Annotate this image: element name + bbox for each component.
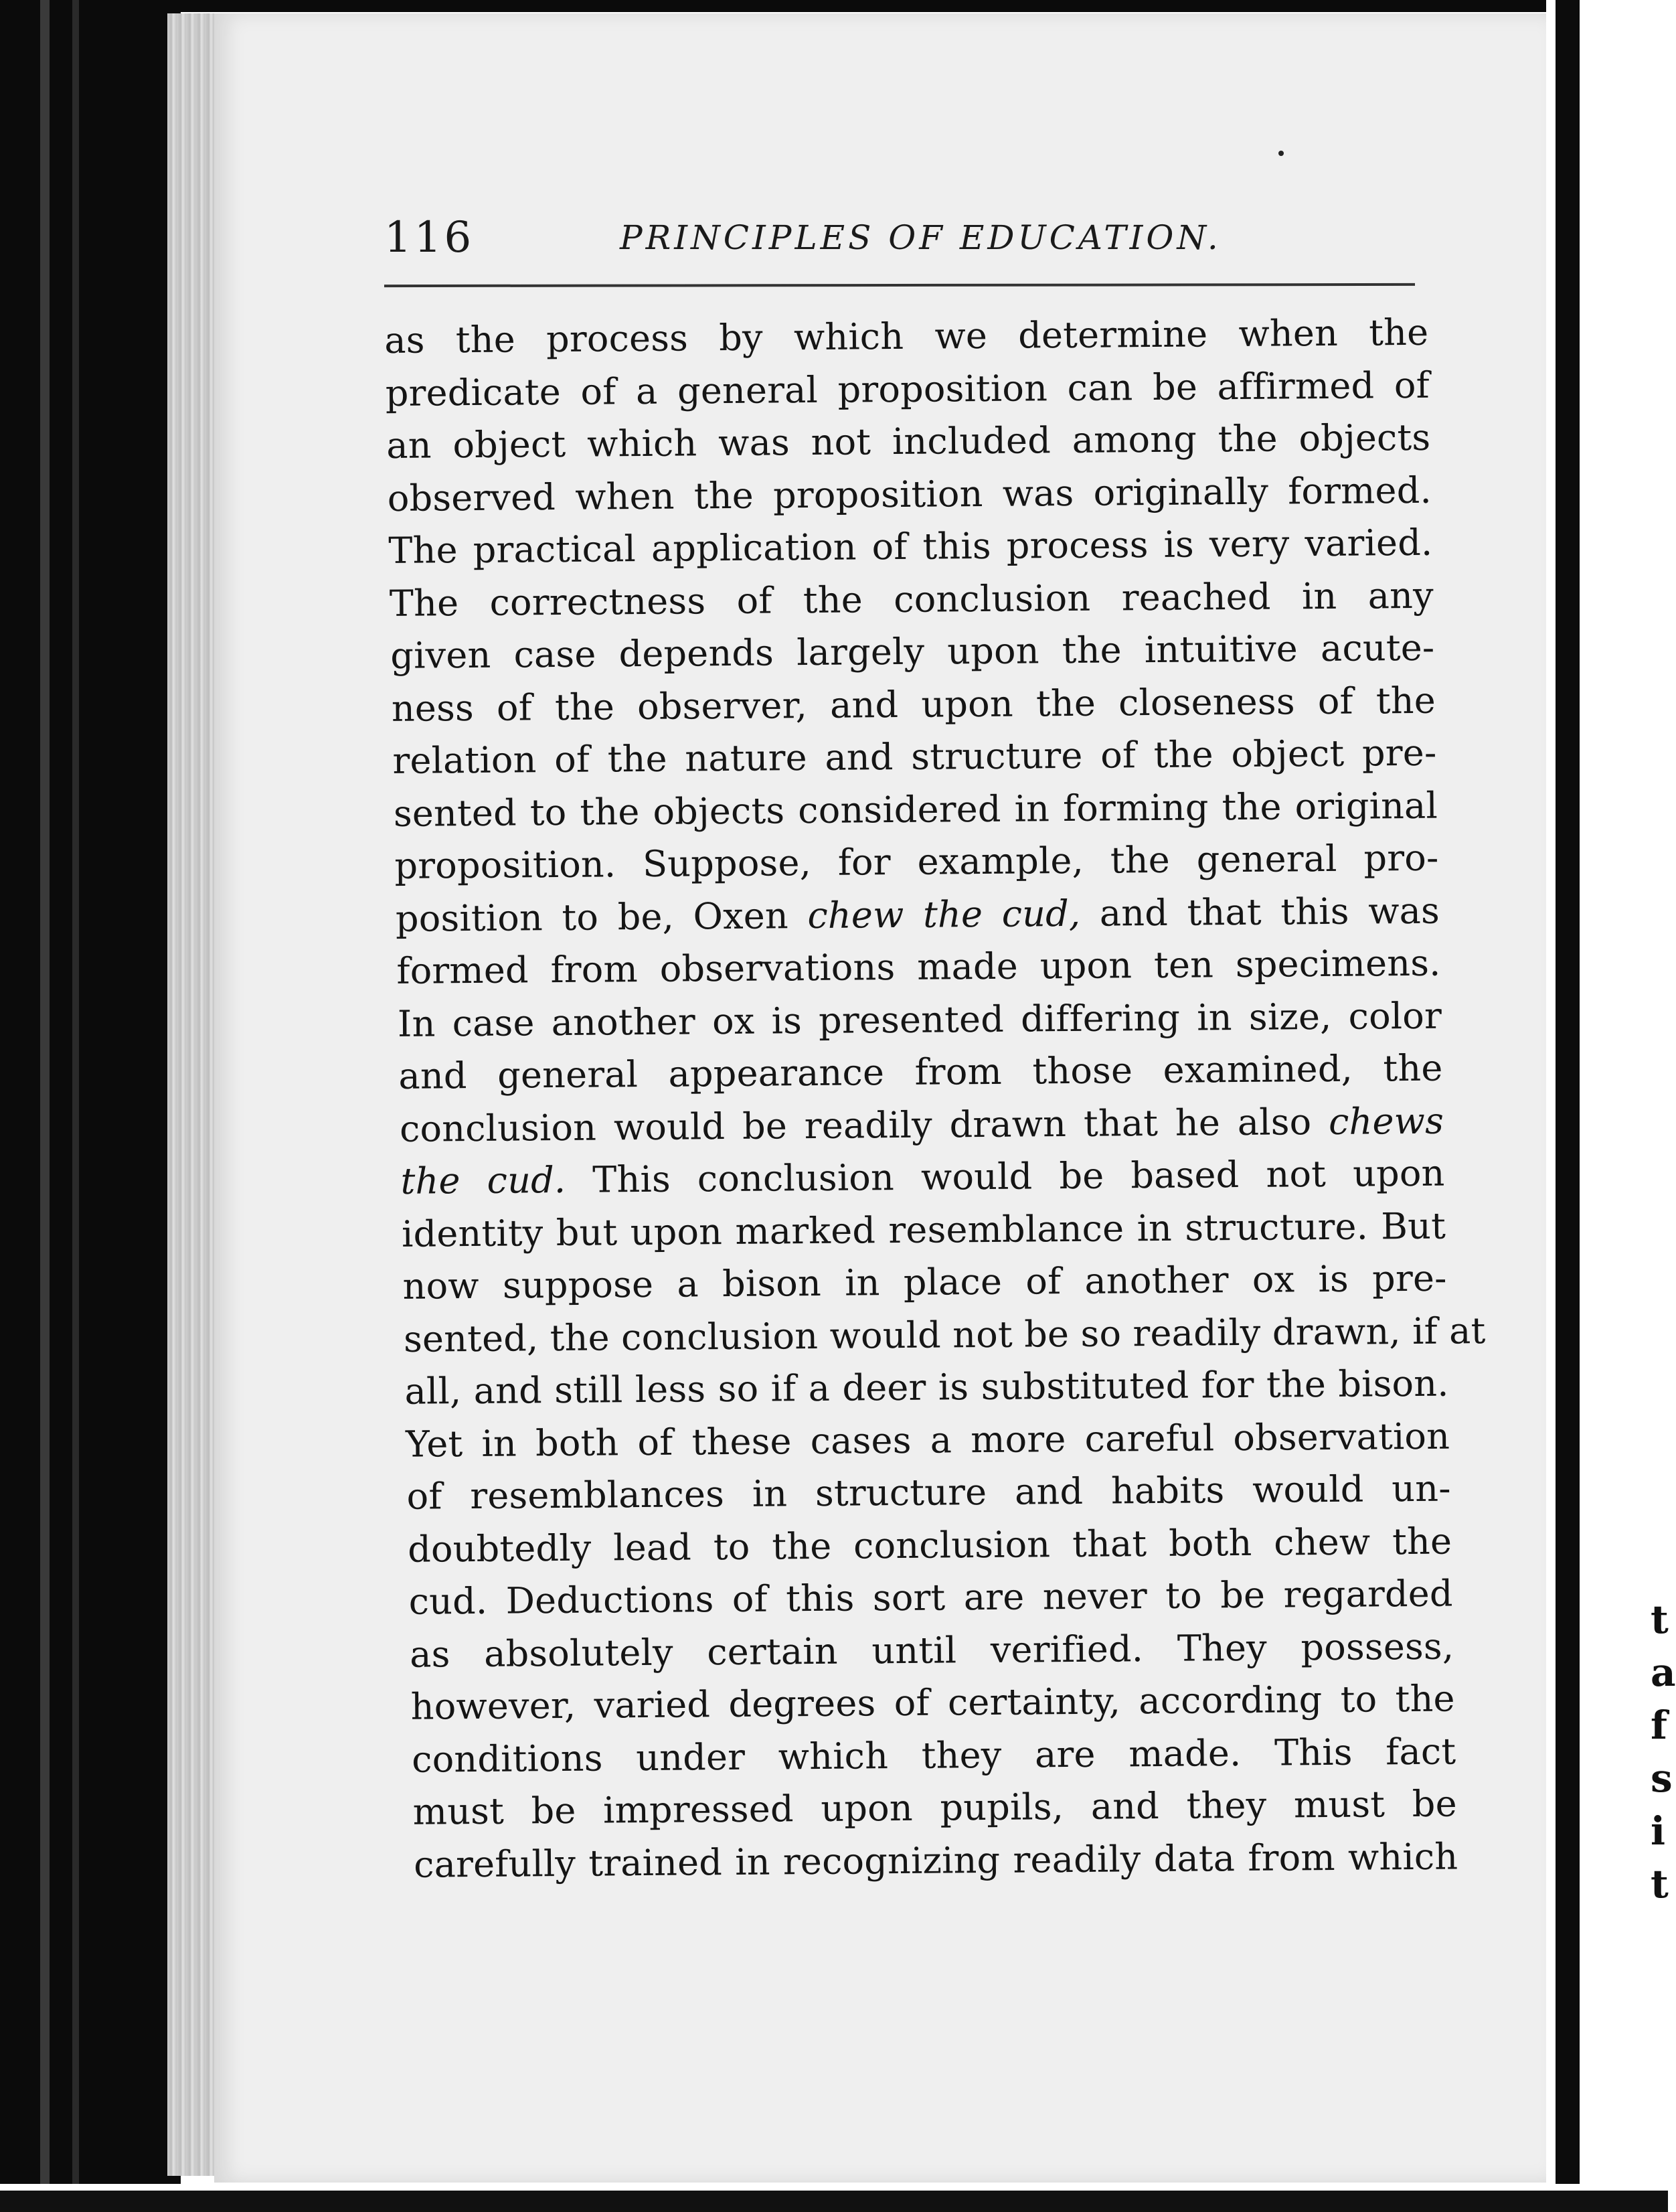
text-line: In case another ox is presented differing in size, color bbox=[397, 994, 1442, 1045]
facing-page-gutter bbox=[1546, 0, 1676, 2212]
text-line: ness of the observer, and upon the closeness of the bbox=[391, 679, 1436, 730]
text-line: as the process by which we determine when the bbox=[384, 311, 1429, 362]
speck bbox=[1278, 151, 1284, 156]
text-line: conditions under which they are made. This fact bbox=[412, 1729, 1456, 1781]
text-line: The correctness of the conclusion reached in any bbox=[389, 574, 1434, 625]
text-line: conclusion would be readily drawn that he also chews bbox=[399, 1099, 1444, 1150]
page-number: 116 bbox=[384, 213, 475, 262]
fragment-letter: t bbox=[1651, 1861, 1669, 1907]
text-line: now suppose a bison in place of another ox is pre- bbox=[402, 1257, 1447, 1308]
text-line: as absolutely certain until verified. They possess, bbox=[409, 1625, 1454, 1676]
fragment-letter: i bbox=[1651, 1808, 1666, 1854]
running-head: PRINCIPLES OF EDUCATION. bbox=[620, 218, 1222, 257]
text-line: carefully trained in recognizing readily data from which bbox=[414, 1834, 1458, 1886]
text-line: and general appearance from those examined, the bbox=[398, 1046, 1443, 1097]
text-line: predicate of a general proposition can be affirmed of bbox=[385, 364, 1430, 414]
text-line: The practical application of this process is very varied. bbox=[388, 521, 1433, 572]
text-line: relation of the nature and structure of the object pre- bbox=[392, 731, 1437, 782]
fragment-letter: s bbox=[1651, 1755, 1673, 1801]
page-header bbox=[384, 213, 1415, 266]
text-line: however, varied degrees of certainty, according to the bbox=[410, 1677, 1455, 1728]
text-line: Yet in both of these cases a more careful observation bbox=[405, 1415, 1450, 1466]
body-text bbox=[384, 307, 1486, 1891]
fragment-letter: t bbox=[1651, 1597, 1669, 1642]
fragment-letter: f bbox=[1651, 1703, 1667, 1748]
text-line: all, and still less so if a deer is substituted for the bison. bbox=[404, 1362, 1449, 1413]
text-line: proposition. Suppose, for example, the general pro- bbox=[394, 836, 1439, 887]
book-binding bbox=[0, 0, 181, 2212]
gutter-shadow bbox=[1556, 0, 1580, 2212]
text-line: the cud. This conclusion would be based not upon bbox=[400, 1152, 1445, 1202]
text-line: cud. Deductions of this sort are never to be regarded bbox=[408, 1572, 1453, 1623]
fragment-letter: a bbox=[1651, 1650, 1676, 1695]
text-line: position to be, Oxen chew the cud, and that this was bbox=[395, 889, 1440, 940]
text-line: formed from observations made upon ten specimens. bbox=[396, 941, 1441, 992]
text-line: sented to the objects considered in forming the original bbox=[393, 784, 1438, 835]
text-line: sented, the conclusion would not be so readily drawn, if at bbox=[403, 1309, 1486, 1360]
text-line: given case depends largely upon the intuitive acute- bbox=[390, 626, 1435, 677]
text-line: an object which was not included among the objects bbox=[386, 416, 1431, 467]
facing-page-fragment bbox=[1651, 1593, 1676, 1911]
italic-phrase: chew the cud, bbox=[807, 892, 1081, 937]
text-line: observed when the proposition was originally formed. bbox=[387, 469, 1432, 520]
scan-bottom-border bbox=[0, 2184, 1668, 2212]
scan-top-border bbox=[0, 0, 1668, 12]
italic-phrase: the cud. bbox=[400, 1158, 566, 1202]
text-line: must be impressed upon pupils, and they must be bbox=[412, 1782, 1457, 1833]
text-line: of resemblances in structure and habits would un- bbox=[406, 1467, 1451, 1518]
text-line: doubtedly lead to the conclusion that both chew the bbox=[407, 1520, 1452, 1571]
italic-phrase: chews bbox=[1328, 1099, 1444, 1143]
text-line: identity but upon marked resemblance in structure. But bbox=[401, 1204, 1446, 1255]
binding-edge bbox=[40, 0, 50, 2212]
binding-edge bbox=[72, 0, 79, 2212]
